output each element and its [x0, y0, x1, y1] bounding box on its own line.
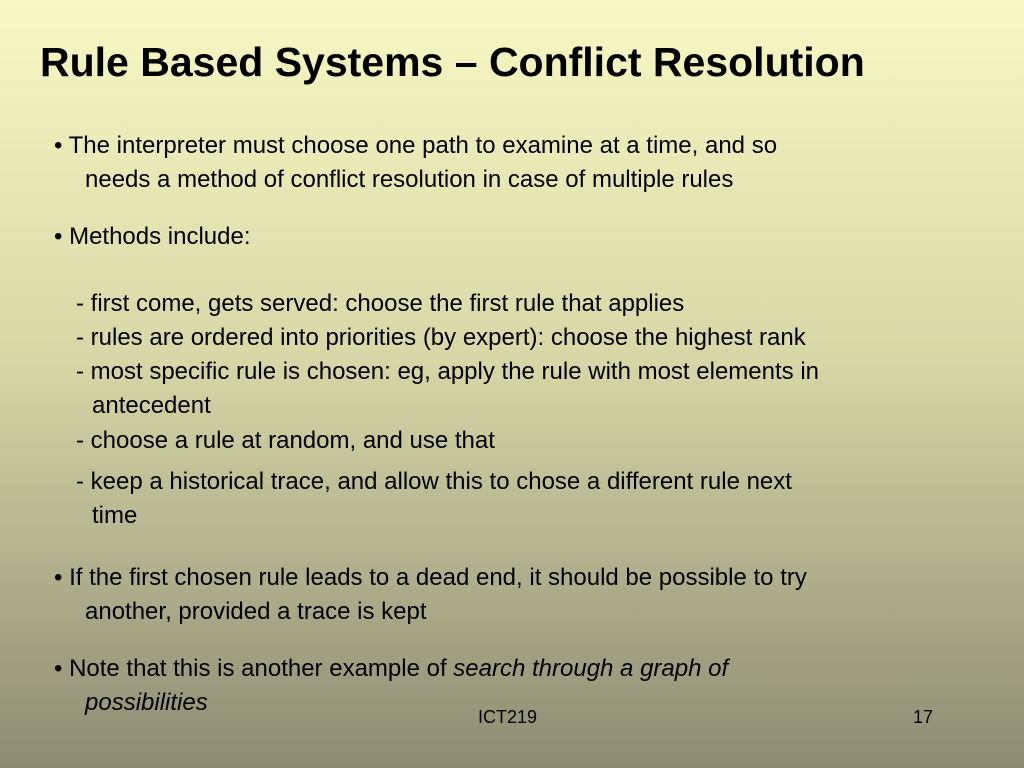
bullet-note-line2 [54, 686, 728, 720]
method-first-come [76, 287, 684, 321]
bullet-interpreter-line2: needs a method of conflict resolution in case of multiple rules [85, 166, 734, 193]
method-historical-trace-line2: time [92, 502, 138, 529]
bullet-methods-include-line: • Methods include: [54, 223, 251, 250]
bullet-note-emphasis: search through a graph of [453, 655, 729, 682]
method-first-come-line: - first come, gets served: choose the first rule that applies [76, 290, 685, 317]
bullet-note [54, 652, 728, 720]
bullet-note-line1 [54, 652, 728, 686]
method-priorities [76, 321, 806, 355]
bullet-methods-include [54, 220, 251, 254]
bullet-interpreter-line1: • The interpreter must choose one path to examine at a time, and so [54, 132, 778, 159]
method-historical-trace [76, 465, 792, 533]
footer-course-code: ICT219 [478, 707, 538, 727]
method-most-specific-line1: - most specific rule is chosen: eg, apply the rule with most elements in [76, 358, 819, 385]
bullet-dead-end [54, 561, 807, 629]
method-priorities-line: - rules are ordered into priorities (by expert): choose the highest rank [76, 324, 806, 351]
bullet-note-prefix: • Note that this is another example of [54, 655, 454, 682]
bullet-dead-end-line1: • If the first chosen rule leads to a dead end, it should be possible to try [54, 564, 807, 591]
method-most-specific-line2: antecedent [92, 392, 211, 419]
slide-number: 17 [913, 707, 934, 727]
slide-title: Rule Based Systems – Conflict Resolution [40, 39, 865, 85]
method-random-line: - choose a rule at random, and use that [76, 427, 495, 454]
bullet-interpreter [54, 129, 777, 197]
method-historical-trace-line1: - keep a historical trace, and allow this to chose a different rule next [76, 468, 792, 495]
bullet-note-emphasis-continued: possibilities [85, 689, 208, 716]
bullet-dead-end-line2: another, provided a trace is kept [85, 598, 427, 625]
method-most-specific [76, 355, 819, 423]
method-random [76, 424, 495, 458]
